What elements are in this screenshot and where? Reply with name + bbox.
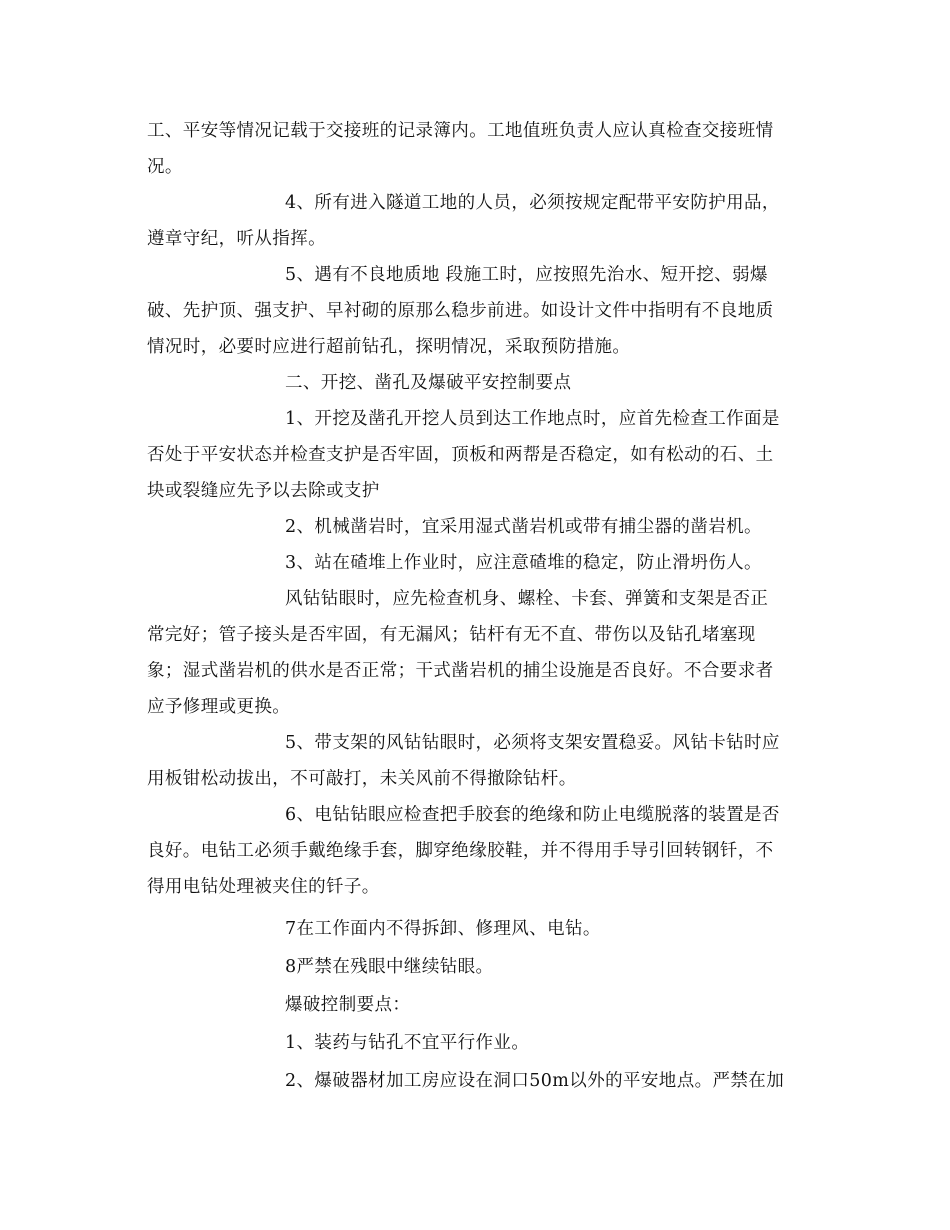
- text-line: 4、所有进入隧道工地的人员，必须按规定配带平安防护用品，: [285, 193, 780, 213]
- text-line: 8严禁在残眼中继续钻眼。: [285, 957, 494, 977]
- text-line: 7在工作面内不得拆卸、修理风、电钻。: [285, 919, 601, 939]
- text-line: 2、爆破器材加工房应设在洞口50m以外的平安地点。严禁在加: [285, 1071, 785, 1091]
- text-line: 否处于平安状态并检查支护是否牢固，顶板和两帮是否稳定，如有松动的石、土: [147, 445, 774, 465]
- text-line: 情况时，必要时应进行超前钻孔，探明情况，采取预防措施。: [147, 337, 631, 357]
- text-line: 爆破控制要点：: [285, 995, 411, 1015]
- section-heading: 二、开挖、凿孔及爆破平安控制要点: [285, 373, 572, 393]
- text-line: 得用电钻处理被夹住的钎子。: [147, 877, 380, 897]
- text-line: 象；湿式凿岩机的供水是否正常；干式凿岩机的捕尘设施是否良好。不合要求者: [147, 661, 774, 681]
- text-line: 6、电钻钻眼应检查把手胶套的绝缘和防止电缆脱落的装置是否: [285, 805, 780, 825]
- text-line: 1、装药与钻孔不宜平行作业。: [285, 1033, 530, 1053]
- text-line: 1、开挖及凿孔开挖人员到达工作地点时，应首先检查工作面是: [285, 409, 780, 429]
- text-line: 遵章守纪，听从指挥。: [147, 229, 326, 249]
- text-line: 工、平安等情况记载于交接班的记录簿内。工地值班负责人应认真检查交接班情: [147, 121, 774, 141]
- text-line: 应予修理或更换。: [147, 697, 291, 717]
- text-line: 况。: [147, 157, 183, 177]
- text-line: 块或裂缝应先予以去除或支护: [147, 481, 380, 501]
- text-line: 风钻钻眼时，应先检查机身、螺栓、卡套、弹簧和支架是否正: [285, 589, 769, 609]
- text-line: 常完好；管子接头是否牢固，有无漏风；钻杆有无不直、带伤以及钻孔堵塞现: [147, 625, 756, 645]
- text-line: 良好。电钻工必须手戴绝缘手套，脚穿绝缘胶鞋，并不得用手导引回转钢钎，不: [147, 841, 774, 861]
- text-line: 5、带支架的风钻钻眼时，必须将支架安置稳妥。风钻卡钻时应: [285, 733, 780, 753]
- text-line: 2、机械凿岩时，宜采用湿式凿岩机或带有捕尘器的凿岩机。: [285, 517, 762, 537]
- text-line: 破、先护顶、强支护、早衬砌的原那么稳步前进。如设计文件中指明有不良地质: [147, 301, 774, 321]
- text-line: 3、站在碴堆上作业时，应注意碴堆的稳定，防止滑坍伤人。: [285, 553, 762, 573]
- text-line: 用板钳松动拔出，不可敲打，未关风前不得撤除钻杆。: [147, 769, 577, 789]
- text-line: 5、遇有不良地质地 段施工时，应按照先治水、短开挖、弱爆: [285, 265, 768, 285]
